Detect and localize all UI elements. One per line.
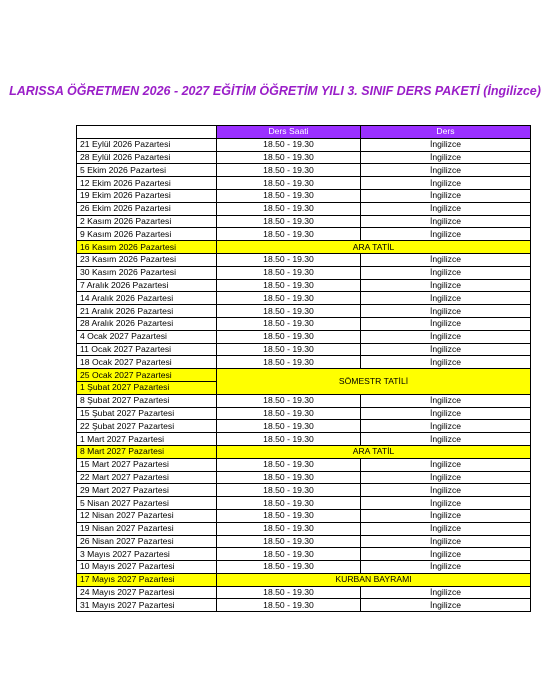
lesson-cell: İngilizce (361, 215, 531, 228)
time-cell: 18.50 - 19.30 (217, 471, 361, 484)
table-row (77, 228, 531, 241)
lesson-cell: İngilizce (361, 151, 531, 164)
lesson-cell: İngilizce (361, 228, 531, 241)
date-cell: 26 Nisan 2027 Pazartesi (77, 535, 217, 548)
table-row (77, 317, 531, 330)
date-cell: 14 Aralık 2026 Pazartesi (77, 292, 217, 305)
time-cell: 18.50 - 19.30 (217, 279, 361, 292)
time-cell: 18.50 - 19.30 (217, 394, 361, 407)
table-row (77, 330, 531, 343)
lesson-cell: İngilizce (361, 177, 531, 190)
lesson-cell: İngilizce (361, 471, 531, 484)
table-row (77, 151, 531, 164)
table-row (77, 343, 531, 356)
table-row (77, 394, 531, 407)
date-cell: 19 Ekim 2026 Pazartesi (77, 189, 217, 202)
time-cell: 18.50 - 19.30 (217, 356, 361, 369)
date-cell: 21 Eylül 2026 Pazartesi (77, 138, 217, 151)
holiday-row (77, 445, 531, 458)
time-cell: 18.50 - 19.30 (217, 407, 361, 420)
time-cell: 18.50 - 19.30 (217, 420, 361, 433)
table-row (77, 535, 531, 548)
lesson-cell: İngilizce (361, 279, 531, 292)
lesson-cell: İngilizce (361, 164, 531, 177)
time-cell: 18.50 - 19.30 (217, 458, 361, 471)
date-cell: 28 Eylül 2026 Pazartesi (77, 151, 217, 164)
time-cell: 18.50 - 19.30 (217, 484, 361, 497)
table-row (77, 266, 531, 279)
table-header-row (77, 126, 531, 139)
time-cell: 18.50 - 19.30 (217, 343, 361, 356)
lesson-cell: İngilizce (361, 138, 531, 151)
date-cell: 8 Şubat 2027 Pazartesi (77, 394, 217, 407)
table-row (77, 471, 531, 484)
date-cell: 1 Mart 2027 Pazartesi (77, 433, 217, 446)
holiday-row (77, 573, 531, 586)
time-cell: 18.50 - 19.30 (217, 292, 361, 305)
table-row (77, 586, 531, 599)
lesson-cell: İngilizce (361, 202, 531, 215)
date-cell: 5 Ekim 2026 Pazartesi (77, 164, 217, 177)
table-row (77, 407, 531, 420)
table-row (77, 433, 531, 446)
table-row (77, 356, 531, 369)
date-cell: 16 Kasım 2026 Pazartesi (77, 241, 217, 254)
date-cell: 12 Ekim 2026 Pazartesi (77, 177, 217, 190)
lesson-cell: İngilizce (361, 433, 531, 446)
lesson-cell: İngilizce (361, 330, 531, 343)
date-cell: 22 Şubat 2027 Pazartesi (77, 420, 217, 433)
table-row (77, 522, 531, 535)
table-row (77, 458, 531, 471)
date-cell: 19 Nisan 2027 Pazartesi (77, 522, 217, 535)
schedule-body (77, 138, 531, 611)
date-cell: 28 Aralık 2026 Pazartesi (77, 317, 217, 330)
time-cell: 18.50 - 19.30 (217, 330, 361, 343)
table-row (77, 189, 531, 202)
time-cell: 18.50 - 19.30 (217, 189, 361, 202)
date-cell: 30 Kasım 2026 Pazartesi (77, 266, 217, 279)
holiday-note: ARA TATİL (217, 241, 531, 254)
time-cell: 18.50 - 19.30 (217, 433, 361, 446)
time-cell: 18.50 - 19.30 (217, 164, 361, 177)
time-cell: 18.50 - 19.30 (217, 151, 361, 164)
lesson-cell: İngilizce (361, 561, 531, 574)
table-row (77, 177, 531, 190)
date-cell: 1 Şubat 2027 Pazartesi (77, 381, 217, 394)
date-cell: 24 Mayıs 2027 Pazartesi (77, 586, 217, 599)
lesson-cell: İngilizce (361, 253, 531, 266)
table-row (77, 599, 531, 612)
table-row (77, 497, 531, 510)
date-cell: 21 Aralık 2026 Pazartesi (77, 305, 217, 318)
lesson-cell: İngilizce (361, 356, 531, 369)
holiday-row (77, 369, 531, 382)
table-row (77, 215, 531, 228)
holiday-note: KURBAN BAYRAMI (217, 573, 531, 586)
date-cell: 9 Kasım 2026 Pazartesi (77, 228, 217, 241)
time-cell: 18.50 - 19.30 (217, 253, 361, 266)
lesson-cell: İngilizce (361, 548, 531, 561)
table-row (77, 509, 531, 522)
time-cell: 18.50 - 19.30 (217, 497, 361, 510)
lesson-cell: İngilizce (361, 292, 531, 305)
table-row (77, 164, 531, 177)
lesson-cell: İngilizce (361, 394, 531, 407)
time-cell: 18.50 - 19.30 (217, 535, 361, 548)
time-cell: 18.50 - 19.30 (217, 522, 361, 535)
table-row (77, 202, 531, 215)
date-cell: 4 Ocak 2027 Pazartesi (77, 330, 217, 343)
lesson-cell: İngilizce (361, 343, 531, 356)
date-cell: 29 Mart 2027 Pazartesi (77, 484, 217, 497)
lesson-cell: İngilizce (361, 420, 531, 433)
date-cell: 26 Ekim 2026 Pazartesi (77, 202, 217, 215)
date-cell: 22 Mart 2027 Pazartesi (77, 471, 217, 484)
date-cell: 2 Kasım 2026 Pazartesi (77, 215, 217, 228)
time-cell: 18.50 - 19.30 (217, 305, 361, 318)
page-title: LARISSA ÖĞRETMEN 2026 - 2027 EĞİTİM ÖĞRETİM YILI 3. SINIF DERS PAKETİ (İngilizce) (9, 84, 541, 98)
time-cell: 18.50 - 19.30 (217, 177, 361, 190)
table-row (77, 561, 531, 574)
lesson-cell: İngilizce (361, 458, 531, 471)
time-cell: 18.50 - 19.30 (217, 228, 361, 241)
date-cell: 15 Şubat 2027 Pazartesi (77, 407, 217, 420)
lesson-cell: İngilizce (361, 509, 531, 522)
date-cell: 18 Ocak 2027 Pazartesi (77, 356, 217, 369)
table-row (77, 292, 531, 305)
time-cell: 18.50 - 19.30 (217, 317, 361, 330)
lesson-cell: İngilizce (361, 599, 531, 612)
lesson-cell: İngilizce (361, 484, 531, 497)
date-cell: 3 Mayıs 2027 Pazartesi (77, 548, 217, 561)
date-cell: 8 Mart 2027 Pazartesi (77, 445, 217, 458)
table-row (77, 279, 531, 292)
lesson-cell: İngilizce (361, 535, 531, 548)
time-cell: 18.50 - 19.30 (217, 202, 361, 215)
time-cell: 18.50 - 19.30 (217, 599, 361, 612)
date-cell: 10 Mayıs 2027 Pazartesi (77, 561, 217, 574)
header-empty-cell (77, 126, 217, 139)
date-cell: 15 Mart 2027 Pazartesi (77, 458, 217, 471)
time-cell: 18.50 - 19.30 (217, 548, 361, 561)
table-row (77, 484, 531, 497)
date-cell: 7 Aralık 2026 Pazartesi (77, 279, 217, 292)
table-row (77, 305, 531, 318)
date-cell: 11 Ocak 2027 Pazartesi (77, 343, 217, 356)
lesson-cell: İngilizce (361, 407, 531, 420)
lesson-cell: İngilizce (361, 522, 531, 535)
date-cell: 31 Mayıs 2027 Pazartesi (77, 599, 217, 612)
lesson-cell: İngilizce (361, 305, 531, 318)
holiday-note: ARA TATİL (217, 445, 531, 458)
lesson-cell: İngilizce (361, 497, 531, 510)
header-ders: Ders (361, 126, 531, 139)
time-cell: 18.50 - 19.30 (217, 266, 361, 279)
holiday-row (77, 241, 531, 254)
time-cell: 18.50 - 19.30 (217, 215, 361, 228)
time-cell: 18.50 - 19.30 (217, 138, 361, 151)
date-cell: 23 Kasım 2026 Pazartesi (77, 253, 217, 266)
table-row (77, 138, 531, 151)
table-row (77, 253, 531, 266)
time-cell: 18.50 - 19.30 (217, 509, 361, 522)
table-row (77, 548, 531, 561)
date-cell: 17 Mayıs 2027 Pazartesi (77, 573, 217, 586)
holiday-note: SÖMESTR TATİLİ (217, 369, 531, 395)
lesson-cell: İngilizce (361, 266, 531, 279)
date-cell: 12 Nisan 2027 Pazartesi (77, 509, 217, 522)
lesson-cell: İngilizce (361, 317, 531, 330)
time-cell: 18.50 - 19.30 (217, 586, 361, 599)
schedule-table (76, 125, 531, 612)
date-cell: 5 Nisan 2027 Pazartesi (77, 497, 217, 510)
table-row (77, 420, 531, 433)
lesson-cell: İngilizce (361, 586, 531, 599)
date-cell: 25 Ocak 2027 Pazartesi (77, 369, 217, 382)
header-ders-saati: Ders Saati (217, 126, 361, 139)
time-cell: 18.50 - 19.30 (217, 561, 361, 574)
lesson-cell: İngilizce (361, 189, 531, 202)
